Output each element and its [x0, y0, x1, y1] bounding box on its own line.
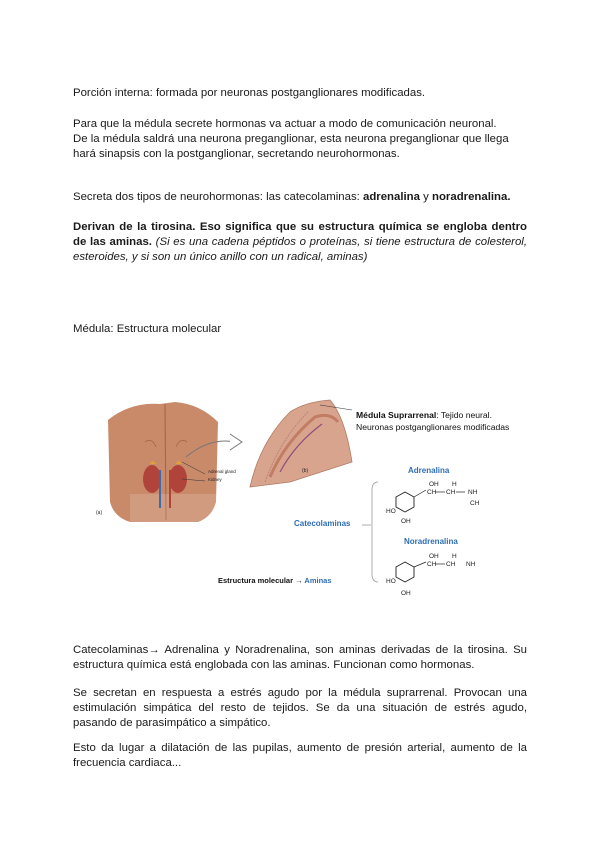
adr-oh2: OH	[401, 518, 411, 525]
paragraph-porcion-interna: Porción interna: formada por neuronas postganglionares modificadas.	[73, 87, 426, 99]
adr-ho: HO	[386, 508, 396, 515]
tirosina-bold: Derivan de la tirosina. Eso significa que su estructura química se engloba dentro de las aminas.	[73, 221, 527, 248]
adr-ch1: CH	[427, 489, 437, 496]
kidney-label: Kidney	[208, 477, 222, 482]
adrenalina-ring	[396, 492, 414, 512]
paragraph-dilatacion: Esto da lugar a dilatación de las pupilas, aumento de presión arterial, aumento de la frecuencia cardiaca...	[73, 742, 527, 769]
estructura-text: Estructura molecular	[218, 576, 296, 585]
adr-ch3: CH	[470, 500, 480, 507]
nor-h: H	[452, 553, 457, 560]
noradrenalina-ring	[396, 562, 414, 582]
adrenalina-bold: adrenalina	[363, 191, 420, 203]
nor-ch1: CH	[427, 561, 437, 568]
nor-ho: HO	[386, 578, 396, 585]
bracket	[372, 482, 378, 582]
catecolaminas-label: Catecolaminas	[294, 519, 351, 528]
nor-nh: NH	[466, 561, 476, 568]
neurohormonas-y: y	[419, 191, 433, 203]
medula-caption-line1	[356, 410, 492, 420]
paragraph-estres-agudo: Se secretan en respuesta a estrés agudo por la médula suprarrenal. Provocan una estimulación simpática del resto de tejidos. Se da una situación de estrés agudo, pasando de parasimpático a simpático.	[73, 687, 527, 729]
paragraph-catecolaminas: Catecolaminas→ Adrenalina y Noradrenalina, son aminas derivadas de la tirosina. Su estructura química está englobada con las aminas. Funcionan como hormonas.	[73, 644, 527, 671]
paragraph-medula-hormonas: Para que la médula secrete hormonas va actuar a modo de comunicación neuronal.	[73, 118, 497, 130]
panel-a-label: (a)	[96, 510, 103, 516]
noradrenalina-label: Noradrenalina	[404, 537, 458, 546]
neurohormonas-intro: Secreta dos tipos de neurohormonas: las catecolaminas:	[73, 191, 363, 203]
arrow-icon: →	[295, 576, 303, 585]
noradrenalina-bold: noradrenalina.	[432, 191, 511, 203]
medula-caption-line2: Neuronas postganglionares modificadas	[356, 422, 510, 432]
estructura-molecular-caption	[218, 576, 332, 585]
paragraph-tirosina	[73, 220, 527, 265]
paragraph-medula-estructura: Médula: Estructura molecular	[73, 323, 222, 335]
medula-figure	[90, 382, 530, 602]
adrenal-gland-label: Adrenal gland	[208, 469, 236, 474]
adr-oh1: OH	[429, 481, 439, 488]
paragraph-neurona-preganglionar: De la médula saldrá una neurona preganglionar, esta neurona preganglionar que llega hará sinapsis con la postganglionar, secretando neurohormonas.	[73, 133, 509, 160]
adr-h: H	[452, 481, 457, 488]
medula-suprarrenal-title: Médula Suprarrenal	[356, 410, 437, 420]
tirosina-note: (Si es una cadena péptidos o proteínas, si tiene estructura de colesterol, esteroides, y si son un único anillo con un radical, aminas)	[73, 236, 527, 263]
kidney-left	[143, 465, 161, 493]
nor-oh2: OH	[401, 590, 411, 597]
nor-ch2: CH	[446, 561, 456, 568]
panel-b-label: (b)	[302, 468, 309, 474]
adrenalina-label: Adrenalina	[408, 466, 450, 475]
adr-ch2: CH	[446, 489, 456, 496]
paragraph-neurohormonas	[73, 190, 527, 205]
aminas-text: Aminas	[304, 576, 332, 585]
nor-oh1: OH	[429, 553, 439, 560]
medula-tejido-neural: : Tejido neural.	[436, 410, 492, 420]
adr-nh: NH	[468, 489, 478, 496]
